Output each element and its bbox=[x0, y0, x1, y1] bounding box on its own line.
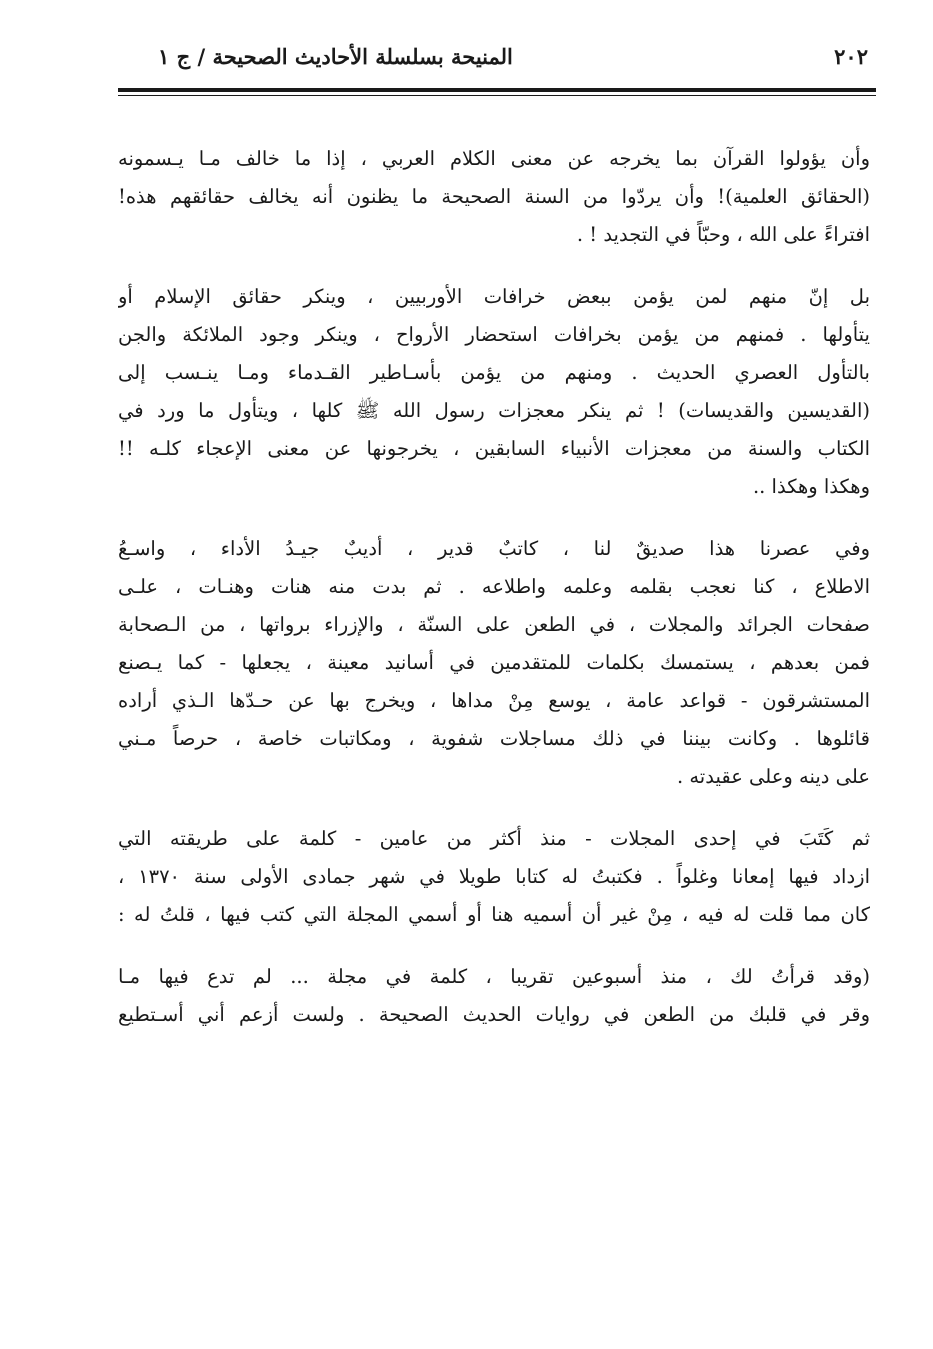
header-rule-thin bbox=[118, 95, 876, 96]
paragraph-5 bbox=[118, 958, 870, 1034]
text-line: وقر في قلبك من الطعن في روايات الحديث الصحيحة . ولست أزعم أني أسـتطيع bbox=[118, 1003, 870, 1026]
text-line: (وقد قرأتُ لك ، منذ أسبوعين تقريبا ، كلمة في مجلة ... لم تدع فيها مـا bbox=[118, 965, 870, 988]
text-line: بل إنّ منهم لمن يؤمن ببعض خرافات الأوربيين ، وينكر حقائق الإسلام أو bbox=[118, 285, 870, 308]
page-number: ٢٠٢ bbox=[834, 44, 868, 69]
text-line: (القديسين والقديسات) ! ثم ينكر معجزات رسول الله ﷺ كلها ، ويتأول ما ورد في bbox=[118, 399, 870, 422]
text-line: الاطلاع ، كنا نعجب بقلمه وعلمه واطلاعه . ثم بدت منه هنات وهنـات ، علـى bbox=[118, 575, 870, 598]
text-line: ثم كَتَبَ في إحدى المجلات - منذ أكثر من عامين - كلمة على طريقته التي bbox=[118, 827, 870, 850]
text-line: افتراءً على الله ، وحبّاً في التجديد ! . bbox=[576, 223, 870, 246]
header-rule-thick bbox=[118, 88, 876, 92]
text-line: الكتاب والسنة من معجزات الأنبياء السابقين ، يخرجونها عن معنى الإعجاء كلـه !! bbox=[118, 437, 870, 460]
paragraph-2 bbox=[118, 278, 870, 506]
paragraph-4 bbox=[118, 820, 870, 934]
text-line: ازداد فيها إمعانا وغلواً . فكتبتُ له كتابا طويلا في شهر جمادى الأولى سنة ١٣٧٠ ، bbox=[118, 865, 870, 888]
text-line: بالتأول العصري الحديث . ومنهم من يؤمن بأسـاطير القـدماء ومـا ينـسب إلى bbox=[118, 361, 870, 384]
paragraph-1 bbox=[118, 140, 870, 254]
body-text bbox=[118, 140, 870, 1034]
page-header bbox=[118, 36, 868, 76]
paragraph-3 bbox=[118, 530, 870, 796]
text-line: على دينه وعلى عقيدته . bbox=[676, 765, 870, 788]
text-line: يتأولها . فمنهم من يؤمن بخرافات استحضار الأرواح ، وينكر وجود الملائكة والجن bbox=[118, 323, 870, 346]
text-line: قائلوها . وكانت بيننا في ذلك مساجلات شفوية ، ومكاتبات خاصة ، حرصاً مـني bbox=[118, 727, 870, 750]
text-line: (الحقائق العلمية)! وأن يردّوا من السنة الصحيحة ما يظنون أنه يخالف حقائقهم هذه! bbox=[118, 185, 870, 208]
text-line: المستشرقون - قواعد عامة ، يوسع مِنْ مداها ، ويخرج بها عن حـدّها الـذي أراده bbox=[118, 689, 870, 712]
text-line: صفحات الجرائد والمجلات ، في الطعن على السنّة ، والإزراء برواتها ، من الـصحابة bbox=[118, 613, 870, 636]
text-line: وفي عصرنا هذا صديقٌ لنا ، كاتبٌ قدير ، أديبٌ جيـدُ الأداء ، واسـعُ bbox=[118, 537, 870, 560]
text-line: وهكذا وهكذا .. bbox=[752, 475, 870, 498]
text-line: كان مما قلت له فيه ، مِنْ غير أن أسميه هنا أو أسمي المجلة التي كتب فيها ، قلتُ له : bbox=[118, 903, 870, 926]
running-title: المنيحة بسلسلة الأحاديث الصحيحة / ج ١ bbox=[158, 44, 513, 69]
text-line: وأن يؤولوا القرآن بما يخرجه عن معنى الكلام العربي ، إذا ما خالف مـا يـسمونه bbox=[118, 147, 870, 170]
text-line: فمن بعدهم ، يستمسك بكلمات للمتقدمين في أسانيد معينة ، يجعلها - كما يـصنع bbox=[118, 651, 870, 674]
